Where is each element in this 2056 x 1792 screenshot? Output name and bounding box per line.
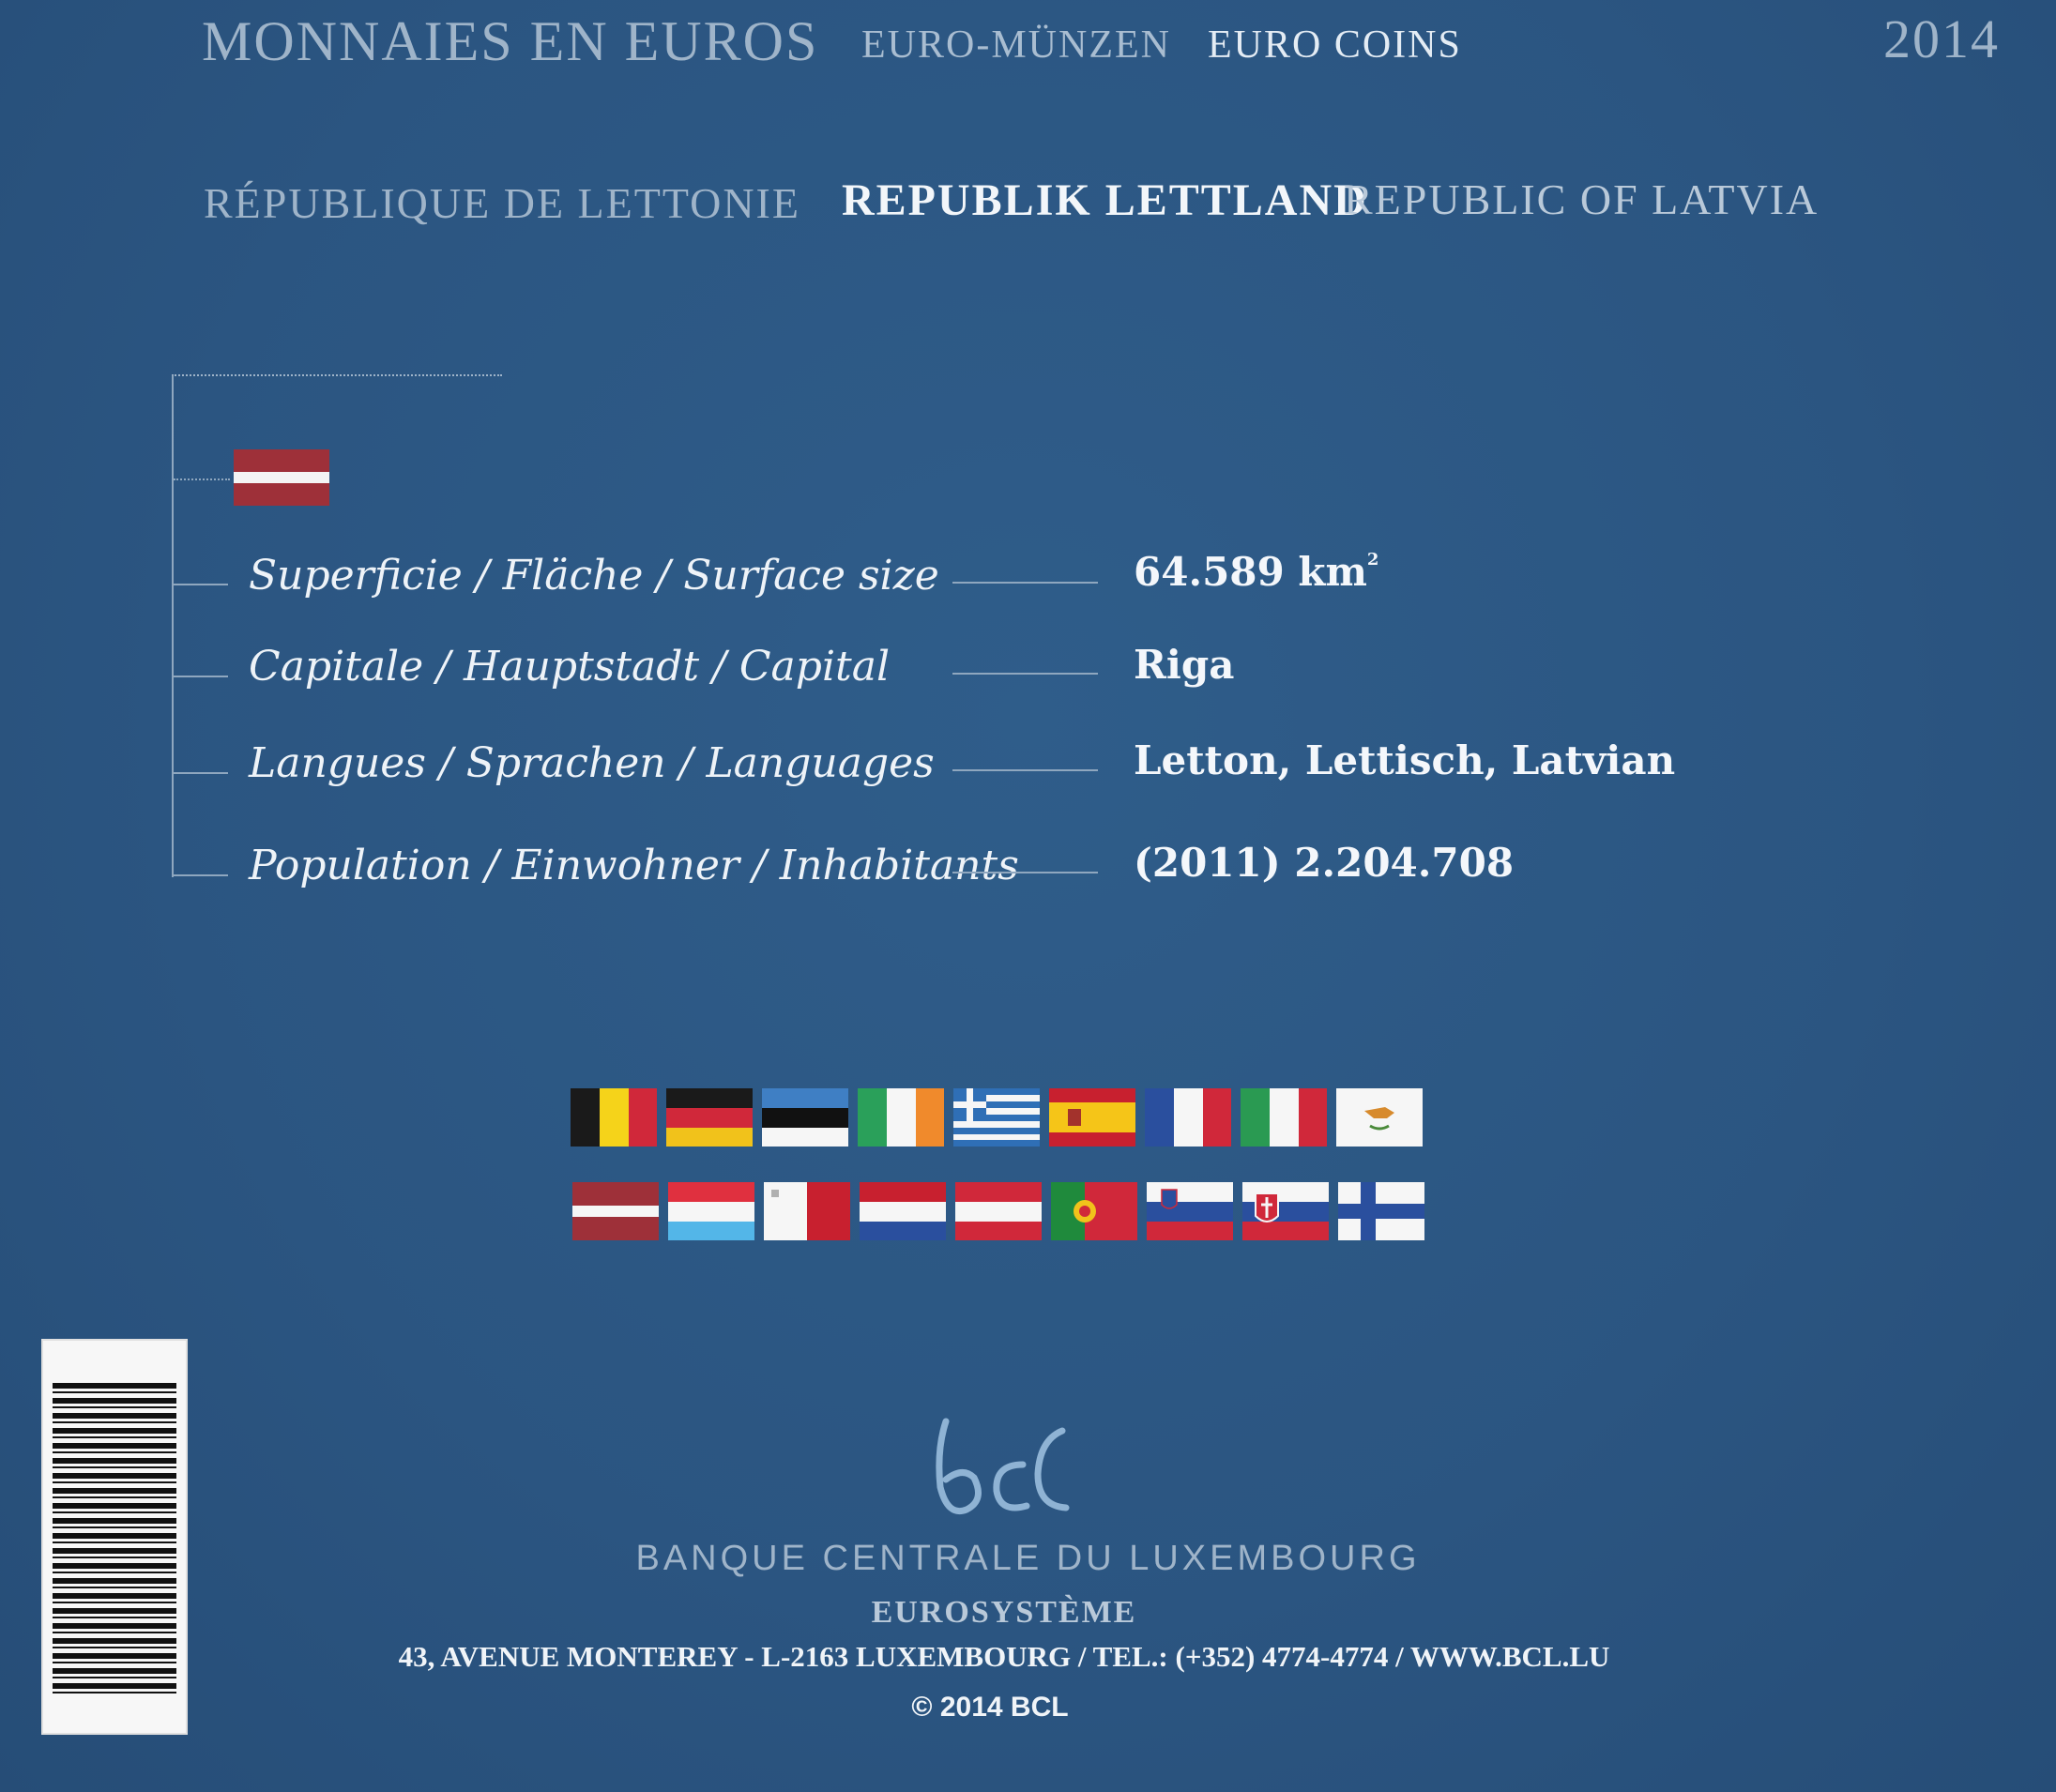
eurosystem-label: EUROSYSTÈME <box>871 1595 1137 1630</box>
year: 2014 <box>1883 8 2000 69</box>
barcode <box>41 1339 188 1735</box>
belgium-flag-icon <box>571 1088 657 1147</box>
country-name-french: RÉPUBLIQUE DE LETTONIE <box>204 179 800 227</box>
fact-connector <box>952 673 1098 675</box>
tree-tick <box>174 584 228 585</box>
cyprus-flag-icon <box>1336 1088 1423 1147</box>
country-name-english: REPUBLIC OF LATVIA <box>1344 175 1820 223</box>
finland-flag-icon <box>1338 1182 1424 1240</box>
luxembourg-flag-icon <box>668 1182 754 1240</box>
fact-connector <box>952 769 1098 771</box>
tree-tick <box>174 478 230 480</box>
latvia-flag-icon <box>234 449 329 506</box>
fact-value: Riga <box>1134 642 1235 688</box>
estonia-flag-icon <box>762 1088 848 1147</box>
title-french: MONNAIES EN EUROS <box>202 10 819 72</box>
fact-connector <box>952 582 1098 584</box>
tree-tick <box>174 874 228 876</box>
fact-value-text: 64.589 km <box>1134 549 1367 595</box>
tree-tick <box>174 676 228 677</box>
fact-value: Letton, Lettisch, Latvian <box>1134 737 1676 783</box>
fact-value-superscript: 2 <box>1366 550 1379 569</box>
title-english: EURO COINS <box>1208 23 1462 67</box>
greece-flag-icon <box>953 1088 1040 1147</box>
fact-label: Capitale / Hauptstadt / Capital <box>249 643 891 691</box>
bank-address: 43, AVENUE MONTEREY - L-2163 LUXEMBOURG / TEL.: (+352) 4774-4774 / WWW.BCL.LU <box>398 1640 1610 1673</box>
ireland-flag-icon <box>858 1088 944 1147</box>
fact-label: Superficie / Fläche / Surface size <box>249 552 939 600</box>
france-flag-icon <box>1145 1088 1231 1147</box>
tree-top-divider <box>172 374 502 376</box>
austria-flag-icon <box>955 1182 1042 1240</box>
title-german: EURO-MÜNZEN <box>861 23 1171 67</box>
bank-name: BANQUE CENTRALE DU LUXEMBOURG <box>635 1539 1421 1578</box>
latvia-flag-icon <box>572 1182 659 1240</box>
germany-flag-icon <box>666 1088 753 1147</box>
header <box>202 8 2000 73</box>
italy-flag-icon <box>1241 1088 1327 1147</box>
spain-flag-icon <box>1049 1088 1135 1147</box>
fact-label: Population / Einwohner / Inhabitants <box>249 842 1019 889</box>
copyright: © 2014 BCL <box>911 1692 1069 1723</box>
fact-value: (2011) 2.204.708 <box>1134 840 1515 886</box>
slovenia-flag-icon <box>1147 1182 1233 1240</box>
bcl-logo <box>929 1412 1079 1525</box>
tree-tick <box>174 772 228 774</box>
country-name-german: REPUBLIK LETTLAND <box>842 175 1368 225</box>
slovakia-flag-icon <box>1242 1182 1329 1240</box>
tree-vertical-line <box>172 375 174 877</box>
fact-connector <box>952 872 1098 873</box>
fact-label: Langues / Sprachen / Languages <box>249 739 935 787</box>
fact-value <box>1134 549 1378 595</box>
malta-flag-icon <box>764 1182 850 1240</box>
portugal-flag-icon <box>1051 1182 1137 1240</box>
netherlands-flag-icon <box>860 1182 946 1240</box>
